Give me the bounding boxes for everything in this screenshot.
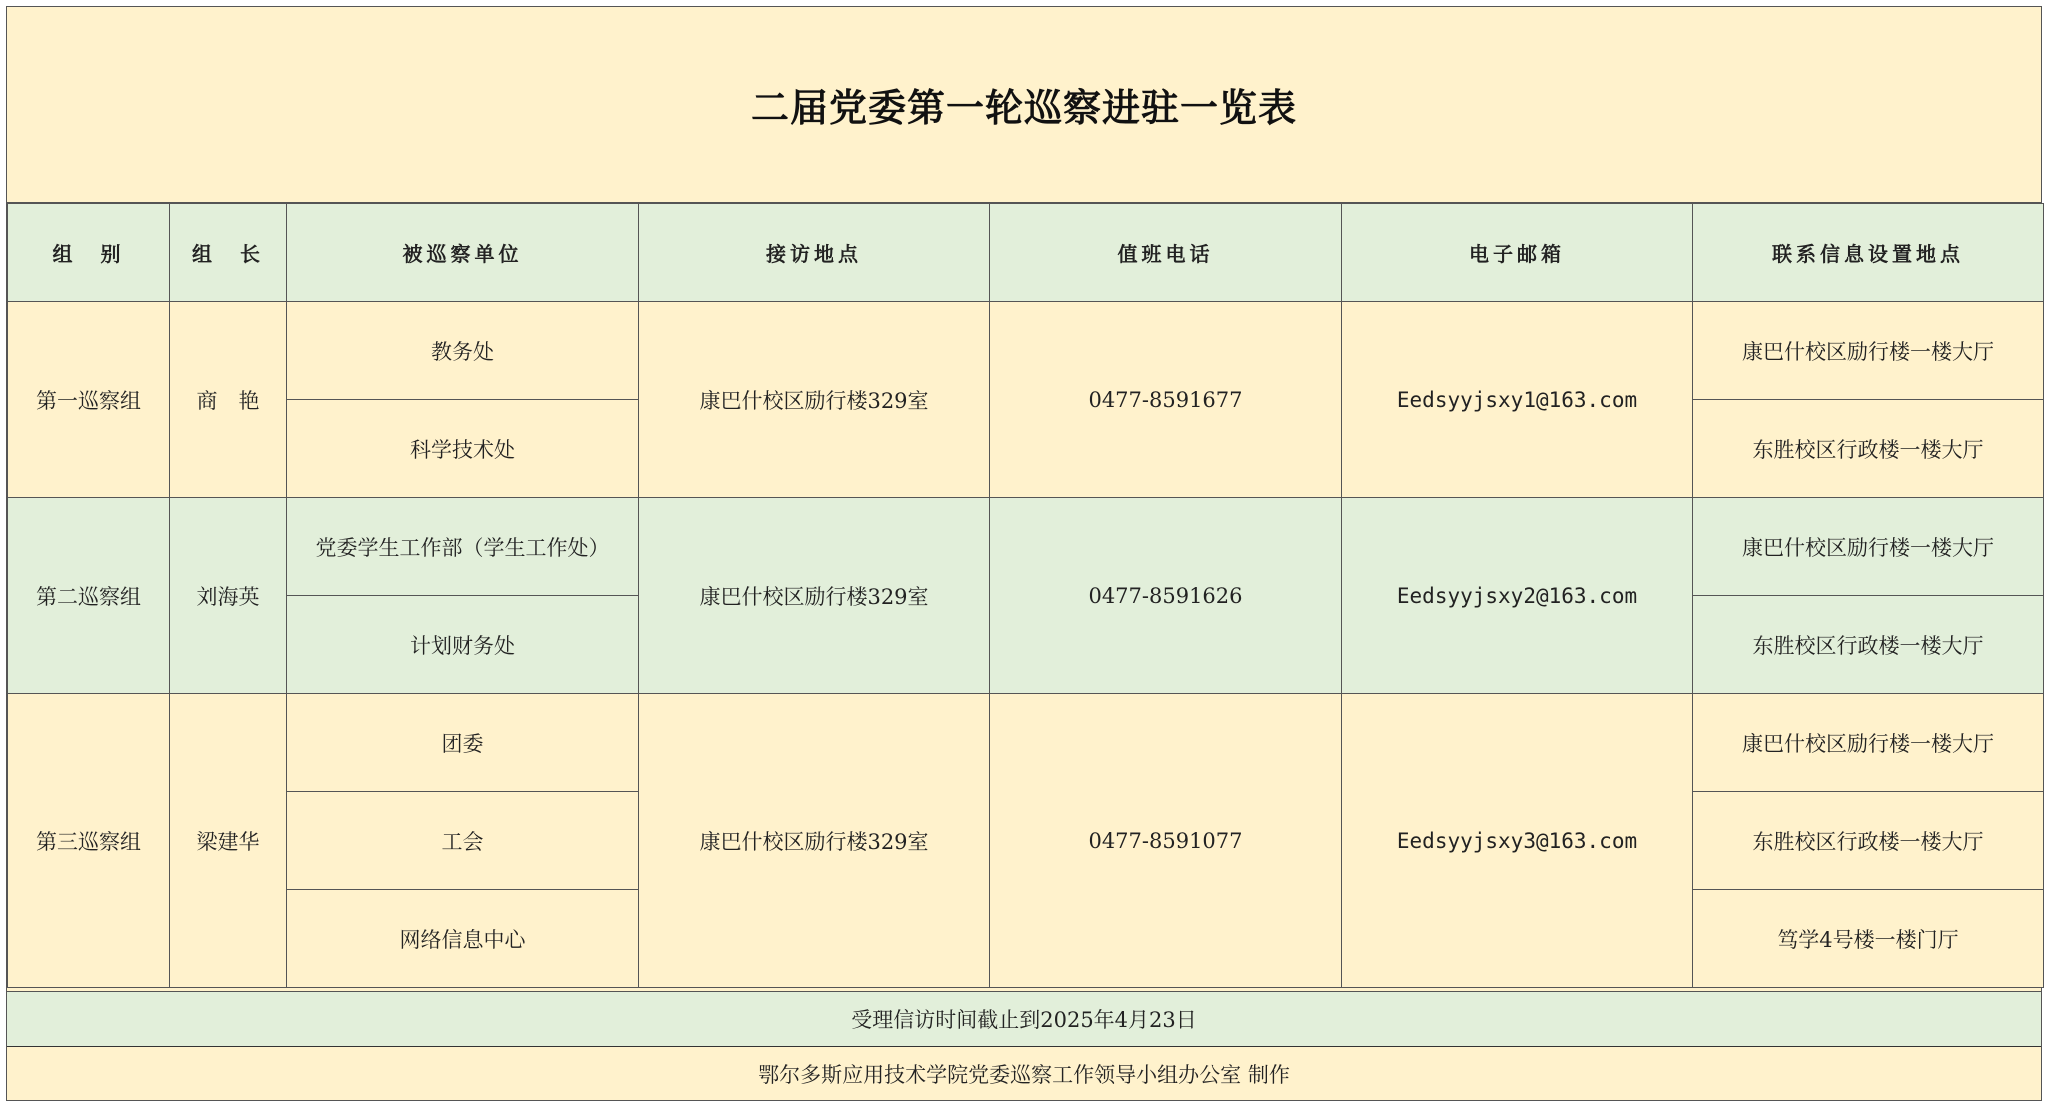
unit-cell: 团委 (287, 694, 639, 792)
page-title: 二届党委第一轮巡察进驻一览表 (750, 85, 1297, 130)
unit-cell: 计划财务处 (287, 596, 639, 694)
deadline-note: 受理信访时间截止到2025年4月23日 (7, 991, 2041, 1047)
info-site-cell: 康巴什校区励行楼一楼大厅 (1693, 694, 2044, 792)
header-info-site: 联系信息设置地点 (1693, 204, 2044, 302)
header-email: 电子邮箱 (1342, 204, 1693, 302)
group-name: 第一巡察组 (8, 302, 170, 498)
email-cell: Eedsyyjsxy2@163.com (1342, 498, 1693, 694)
phone-cell: 0477-8591626 (990, 498, 1342, 694)
inspection-table-sheet (6, 6, 2042, 1101)
table-row (8, 498, 2044, 596)
table-row (8, 302, 2044, 400)
producer-note: 鄂尔多斯应用技术学院党委巡察工作领导小组办公室 制作 (7, 1047, 2041, 1100)
location-cell: 康巴什校区励行楼329室 (639, 302, 990, 498)
unit-cell: 党委学生工作部（学生工作处） (287, 498, 639, 596)
group-name: 第三巡察组 (8, 694, 170, 988)
group-leader: 刘海英 (170, 498, 287, 694)
group-leader: 梁建华 (170, 694, 287, 988)
unit-cell: 科学技术处 (287, 400, 639, 498)
group-leader: 商 艳 (170, 302, 287, 498)
inspection-table (7, 203, 2044, 988)
table-row (8, 694, 2044, 792)
header-row (8, 204, 2044, 302)
title-band (7, 7, 2041, 203)
group-name: 第二巡察组 (8, 498, 170, 694)
location-cell: 康巴什校区励行楼329室 (639, 694, 990, 988)
unit-cell: 网络信息中心 (287, 890, 639, 988)
header-group: 组 别 (8, 204, 170, 302)
location-cell: 康巴什校区励行楼329室 (639, 498, 990, 694)
header-phone: 值班电话 (990, 204, 1342, 302)
email-cell: Eedsyyjsxy1@163.com (1342, 302, 1693, 498)
info-site-cell: 东胜校区行政楼一楼大厅 (1693, 596, 2044, 694)
info-site-cell: 笃学4号楼一楼门厅 (1693, 890, 2044, 988)
header-leader: 组 长 (170, 204, 287, 302)
info-site-cell: 康巴什校区励行楼一楼大厅 (1693, 302, 2044, 400)
phone-cell: 0477-8591677 (990, 302, 1342, 498)
info-site-cell: 康巴什校区励行楼一楼大厅 (1693, 498, 2044, 596)
header-location: 接访地点 (639, 204, 990, 302)
info-site-cell: 东胜校区行政楼一楼大厅 (1693, 400, 2044, 498)
unit-cell: 工会 (287, 792, 639, 890)
header-unit: 被巡察单位 (287, 204, 639, 302)
phone-cell: 0477-8591077 (990, 694, 1342, 988)
email-cell: Eedsyyjsxy3@163.com (1342, 694, 1693, 988)
unit-cell: 教务处 (287, 302, 639, 400)
info-site-cell: 东胜校区行政楼一楼大厅 (1693, 792, 2044, 890)
